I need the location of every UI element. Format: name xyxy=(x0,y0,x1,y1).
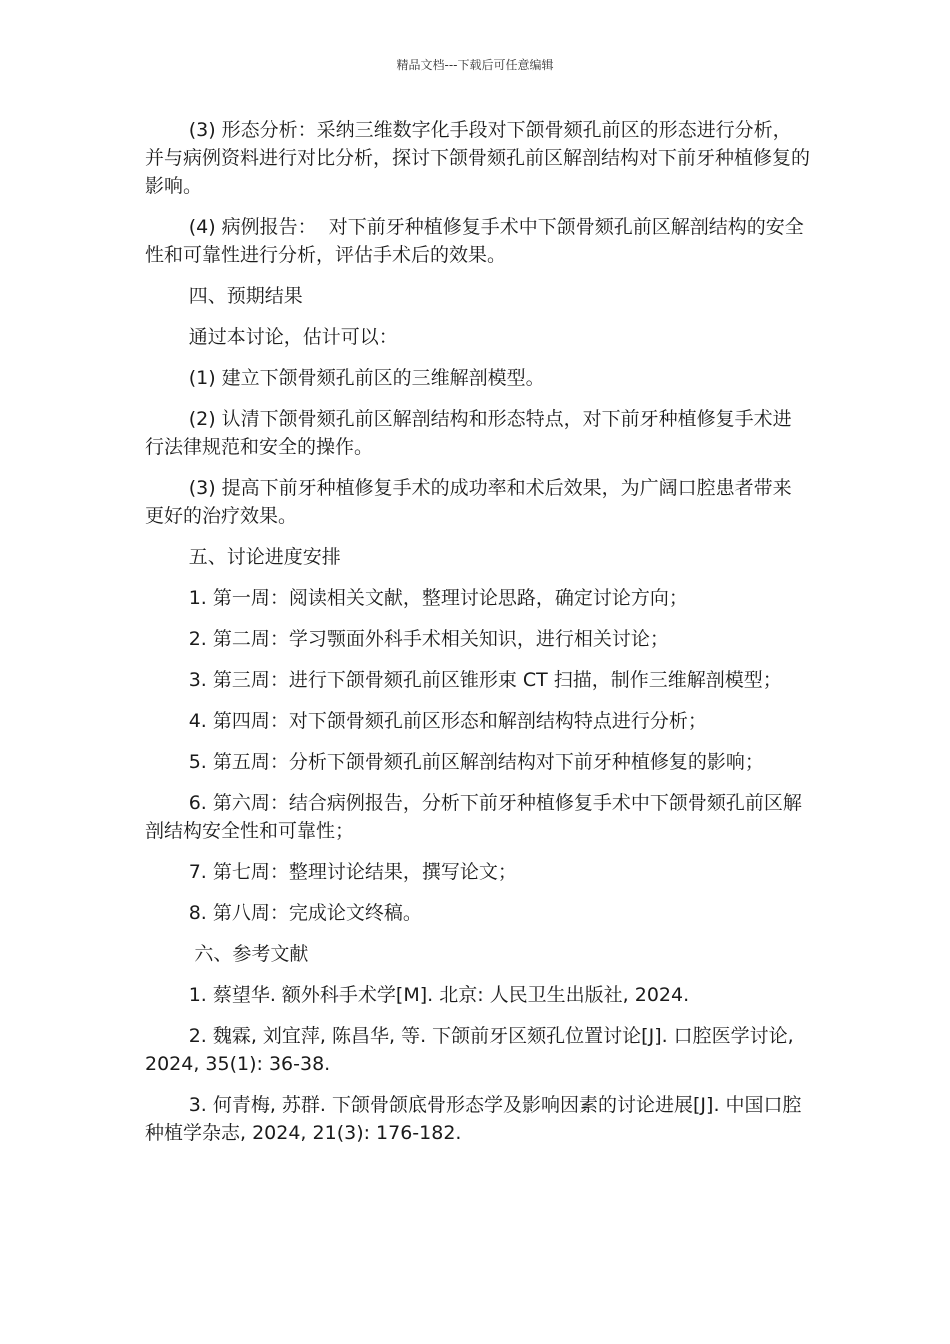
schedule-week-5: 5. 第五周：分析下颌骨颏孔前区解剖结构对下前牙种植修复的影响； xyxy=(188,751,764,773)
document-body xyxy=(145,116,810,1160)
schedule-week-7: 7. 第七周：整理讨论结果，撰写论文； xyxy=(188,861,517,883)
paragraph-expected-intro: 通过本讨论，估计可以： xyxy=(188,326,398,348)
schedule-week-1: 1. 第一周：阅读相关文献，整理讨论思路，确定讨论方向； xyxy=(188,587,688,609)
schedule-week-6: 6. 第六周：结合病例报告，分析下前牙种植修复手术中下颌骨颏孔前区解剖结构安全性和可靠性； xyxy=(145,792,802,842)
schedule-week-3: 3. 第三周：进行下颌骨颏孔前区锥形束 CT 扫描，制作三维解剖模型； xyxy=(188,669,782,691)
paragraph-morphology-analysis: (3) 形态分析：采纳三维数字化手段对下颌骨颏孔前区的形态进行分析，并与病例资料进行对比分析，探讨下颌骨颏孔前区解剖结构对下前牙种植修复的影响。 xyxy=(145,119,811,197)
schedule-week-8: 8. 第八周：完成论文终稿。 xyxy=(188,902,422,924)
paragraph-expected-1: (1) 建立下颌骨颏孔前区的三维解剖模型。 xyxy=(188,367,545,389)
section-heading-references: 六、参考文献 xyxy=(194,943,309,965)
page-header: 精品文档---下载后可任意编辑 xyxy=(396,58,554,72)
schedule-week-2: 2. 第二周：学习颚面外科手术相关知识，进行相关讨论； xyxy=(188,628,669,650)
reference-1: 1. 蔡望华. 额外科手术学[M]. 北京: 人民卫生出版社, 2024. xyxy=(188,984,690,1006)
paragraph-expected-3: (3) 提高下前牙种植修复手术的成功率和术后效果，为广阔口腔患者带来更好的治疗效果。 xyxy=(145,477,792,527)
paragraph-expected-2: (2) 认清下颌骨颏孔前区解剖结构和形态特点，对下前牙种植修复手术进行法律规范和安全的操作。 xyxy=(145,408,792,458)
section-heading-expected-results: 四、预期结果 xyxy=(188,285,303,307)
section-heading-schedule: 五、讨论进度安排 xyxy=(188,546,341,568)
schedule-week-4: 4. 第四周：对下颌骨颏孔前区形态和解剖结构特点进行分析； xyxy=(188,710,707,732)
reference-3: 3. 何青梅, 苏群. 下颌骨颌底骨形态学及影响因素的讨论进展[J]. 中国口腔种植学杂志, 2024, 21(3): 176-182. xyxy=(145,1094,802,1144)
reference-2: 2. 魏霖, 刘宜萍, 陈昌华, 等. 下颌前牙区颏孔位置讨论[J]. 口腔医学讨论, 2024, 35(1): 36-38. xyxy=(145,1025,800,1075)
paragraph-case-report: (4) 病例报告： 对下前牙种植修复手术中下颌骨颏孔前区解剖结构的安全性和可靠性进行分析，评估手术后的效果。 xyxy=(145,216,804,266)
